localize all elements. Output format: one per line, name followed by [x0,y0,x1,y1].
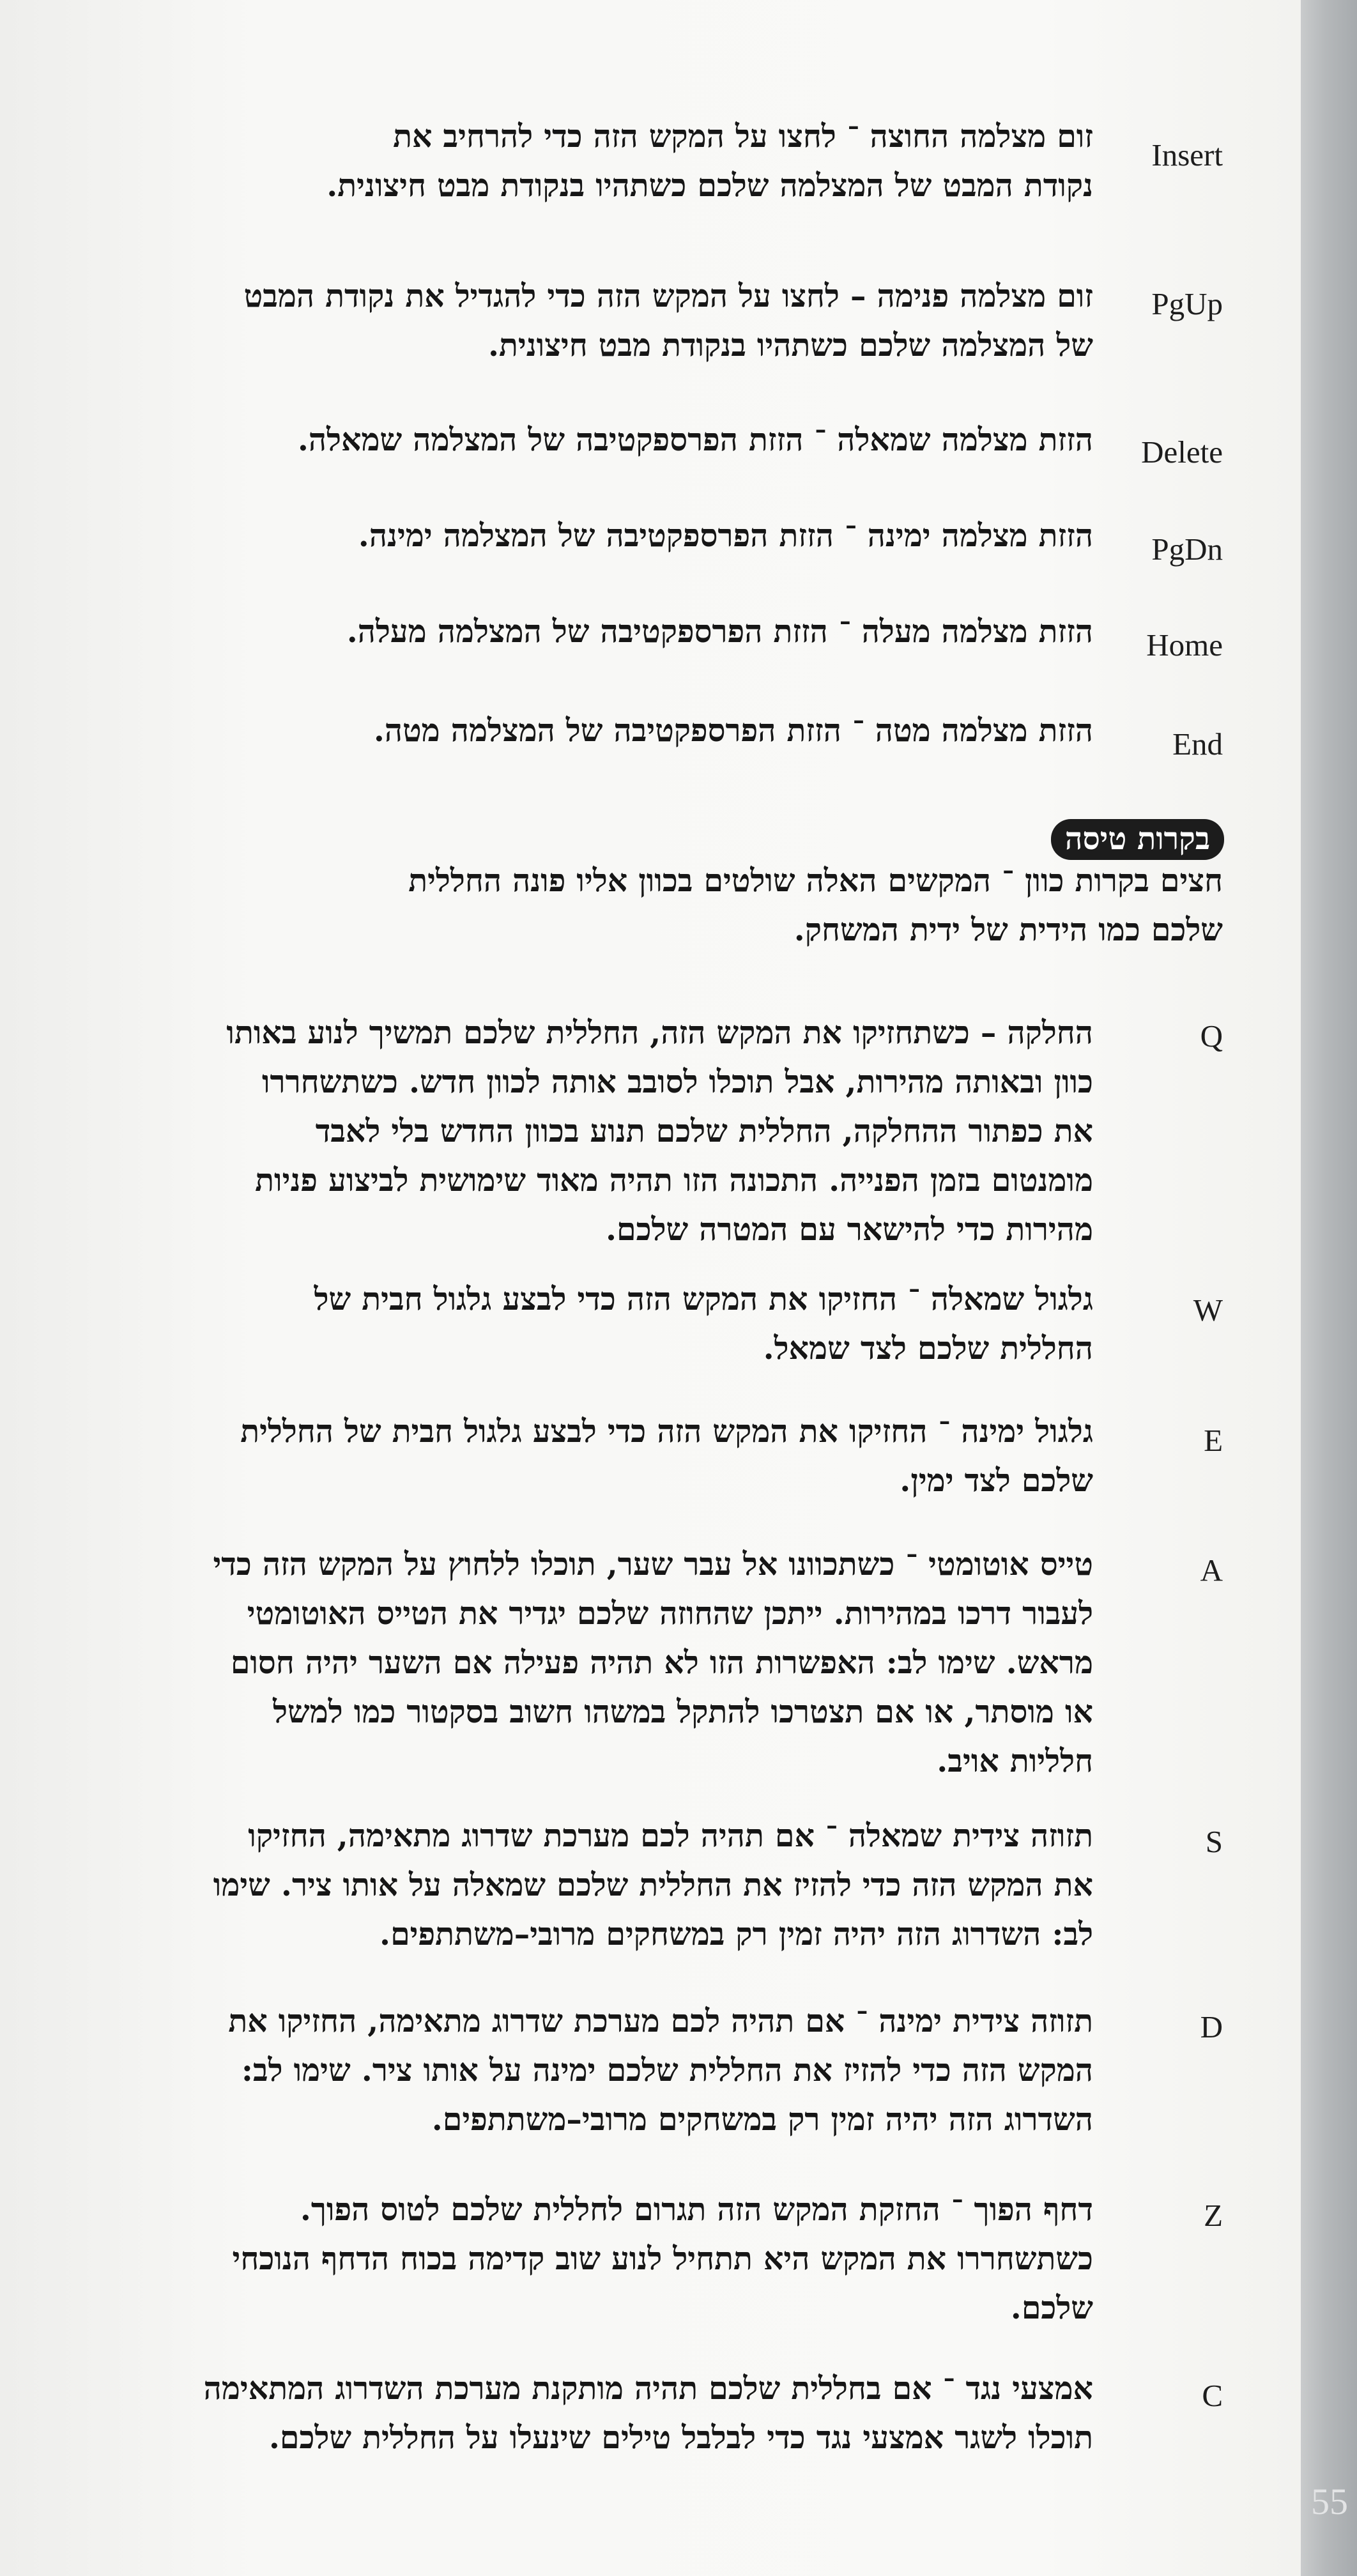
key-label: W [1193,1292,1223,1328]
entry-description: תזוזה צידית ימינה ־ אם תהיה לכם מערכת שדרוג מתאימה, החזיקו את המקש הזה כדי להזיז את החללית שלכם ימינה על אותו ציר. שימו לב: השדרוג הזה יהיה זמין רק במשחקים מרובי–משתתפים. [228,2002,1093,2138]
key-label: PgDn [1151,532,1223,567]
key-label: PgUp [1151,286,1223,321]
key-label: Delete [1141,434,1223,470]
entry-description: גלגול שמאלה ־ החזיקו את המקש הזה כדי לבצע גלגול חבית של החללית שלכם לצד שמאל. [314,1280,1093,1367]
entry-description: הזזת מצלמה מטה ־ הזזת הפרספקטיבה של המצלמה מטה. [373,712,1093,749]
key-label: A [1200,1552,1223,1588]
key-label: D [1200,2009,1223,2044]
entry-description: טייס אוטומטי ־ כשתכוונו אל עבר שער, תוכלו ללחוץ על המקש הזה כדי לעבור דרכו במהירות. ייתכן שהחוזה שלכם יגדיר את הטייס האוטומטי מראש. שימו לב: האפשרות הזו לא תהיה פעילה אם השער יהיה חסום או מוסתר, או אם תצטרכו להתקל במשהו חשוב בסקטור כמו למשל חלליות אויב. [213,1545,1093,1779]
key-label: Home [1146,627,1223,663]
key-label: Z [1204,2198,1223,2233]
key-label: E [1204,1423,1223,1458]
key-label: S [1205,1824,1223,1859]
entry-description: זום מצלמה פנימה – לחצו על המקש הזה כדי להגדיל את נקודת המבט של המצלמה שלכם כשתהיו בנקודת מבט חיצונית. [243,277,1093,364]
entry-description: דחף הפוך ־ החזקת המקש הזה תגרום לחללית שלכם לטוס הפוך. כשתשחררו את המקש היא תתחיל לנוע שוב קדימה בכוח הדחף הנוכחי שלכם. [232,2191,1093,2326]
entry-description: גלגול ימינה ־ החזיקו את המקש הזה כדי לבצע גלגול חבית של החללית שלכם לצד ימין. [240,1413,1093,1499]
key-label: Q [1200,1018,1223,1054]
entry-description: תזוזה צידית שמאלה ־ אם תהיה לכם מערכת שדרוג מתאימה, החזיקו את המקש הזה כדי להזיז את החללית שלכם שמאלה על אותו ציר. שימו לב: השדרוג הזה יהיה זמין רק במשחקים מרובי–משתתפים. [213,1817,1093,1952]
key-label: C [1202,2378,1223,2413]
page-edge-shadow [1301,0,1357,2576]
entry-description: הזזת מצלמה שמאלה ־ הזזת הפרספקטיבה של המצלמה שמאלה. [297,421,1093,458]
entry-description: אמצעי נגד ־ אם בחללית שלכם תהיה מותקנת מערכת השדרוג המתאימה תוכלו לשגר אמצעי נגד כדי לבלבל טילים שינעלו על החללית שלכם. [203,2370,1093,2456]
section-title: בקרות טיסה [1051,819,1224,860]
section-intro: חצים בקרות כוון ־ המקשים האלה שולטים בכוון אליו פונה החללית שלכם כמו הידית של ידית המשחק. [408,862,1223,948]
entry-description: זום מצלמה החוצה ־ לחצו על המקש הזה כדי להרחיב את נקודת המבט של המצלמה שלכם כשתהיו בנקודת מבט חיצונית. [326,118,1093,204]
entry-description: הזזת מצלמה מעלה ־ הזזת הפרספקטיבה של המצלמה מעלה. [346,613,1093,650]
key-label: Insert [1151,137,1223,172]
entry-description: החלקה – כשתחזיקו את המקש הזה, החללית שלכם תמשיך לנוע באותו כוון ובאותה מהירות, אבל תוכלו לסובב אותה לכוון חדש. כשתשחררו את כפתור ההחלקה, החללית שלכם תנוע בכוון החדש בלי לאבד מומנטום בזמן הפנייה. התכונה הזו תהיה מאוד שימושית לביצוע פניות מהירות כדי להישאר עם המטרה שלכם. [226,1014,1093,1248]
page-number: 55 [1311,2481,1348,2522]
key-label: End [1172,726,1223,762]
entry-description: הזזת מצלמה ימינה ־ הזזת הפרספקטיבה של המצלמה ימינה. [358,517,1093,554]
